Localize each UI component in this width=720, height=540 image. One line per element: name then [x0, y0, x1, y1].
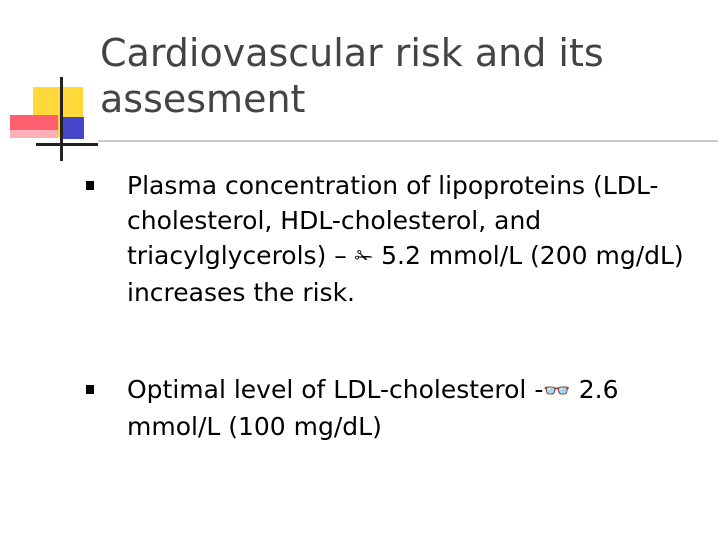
bullet-text-start: Plasma concentration of lipoproteins (LDL-cholesterol, HDL-cholesterol, and triacylglycerols) –: [127, 171, 659, 270]
title-underline: [98, 140, 718, 142]
logo-vertical-line: [60, 77, 63, 161]
bullet-text-end: 2.6 mmol/L (100 mg/dL): [127, 375, 619, 441]
bullet-text-end: 5.2 mmol/L (200 mg/dL) increases the risk.: [127, 241, 684, 307]
bullet-item-ldl-optimal: [86, 372, 686, 444]
logo-red-bar-shade: [10, 130, 58, 138]
bullet-item-lipoproteins: [86, 168, 686, 310]
logo-horizontal-line: [36, 143, 98, 146]
bullet-text: [127, 168, 686, 310]
bullet-text-start: Optimal level of LDL-cholesterol -: [127, 375, 544, 404]
bullet-text: [127, 372, 686, 444]
bullet-marker-icon: [86, 385, 94, 394]
logo-blue-square: [62, 117, 84, 139]
bullet-marker-icon: [86, 181, 94, 190]
scissors-symbol-icon: ✁: [354, 245, 374, 270]
slide-title: Cardiovascular risk and its assesment: [100, 31, 604, 121]
glasses-symbol-icon: 👓: [543, 379, 571, 404]
